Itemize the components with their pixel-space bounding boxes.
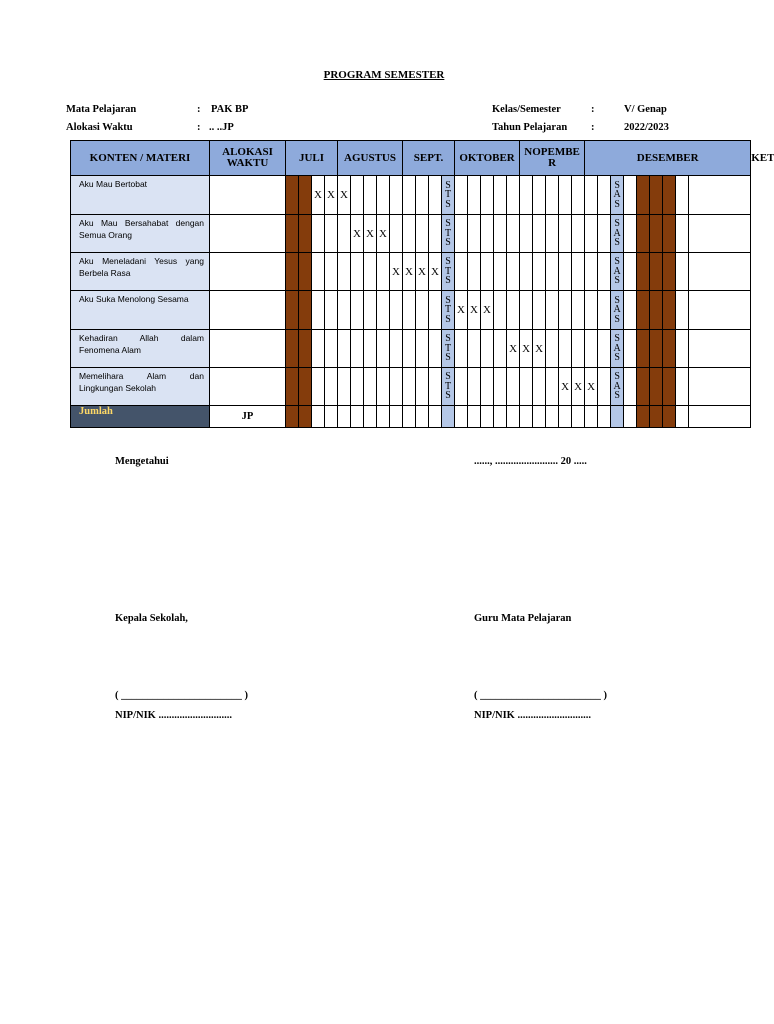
week-cell bbox=[689, 406, 751, 428]
week-cell bbox=[585, 176, 598, 215]
holiday-week-cell bbox=[286, 406, 299, 428]
sas-week-cell bbox=[611, 291, 624, 330]
schedule-mark: X bbox=[585, 368, 598, 406]
week-cell bbox=[676, 253, 689, 291]
holiday-week-cell bbox=[637, 291, 650, 330]
week-cell bbox=[468, 215, 481, 253]
week-cell bbox=[429, 368, 442, 406]
tahun-pelajaran-value: 2022/2023 bbox=[624, 122, 669, 133]
sts-label: S T S bbox=[444, 179, 452, 210]
week-cell bbox=[429, 176, 442, 215]
week-cell bbox=[546, 253, 559, 291]
schedule-mark: X bbox=[455, 291, 468, 330]
holiday-week-cell bbox=[650, 368, 663, 406]
sas-label: S A S bbox=[613, 218, 621, 249]
week-cell bbox=[338, 215, 351, 253]
schedule-mark: X bbox=[468, 291, 481, 330]
week-cell bbox=[507, 368, 520, 406]
week-cell bbox=[351, 291, 364, 330]
week-cell bbox=[338, 330, 351, 368]
week-cell bbox=[390, 368, 403, 406]
week-cell bbox=[416, 368, 429, 406]
week-cell bbox=[416, 291, 429, 330]
alokasi-cell bbox=[210, 176, 286, 215]
week-cell bbox=[364, 253, 377, 291]
kelas-semester-value: V/ Genap bbox=[624, 104, 667, 115]
week-cell bbox=[598, 330, 611, 368]
header-oktober: OKTOBER bbox=[455, 141, 520, 176]
signature-line-guru: ( _______________________ ) bbox=[474, 690, 607, 701]
jumlah-row bbox=[71, 406, 751, 428]
week-cell bbox=[312, 215, 325, 253]
header-sept: SEPT. bbox=[403, 141, 455, 176]
exam-week-cell bbox=[611, 406, 624, 428]
week-cell bbox=[689, 176, 751, 215]
schedule-mark: X bbox=[507, 330, 520, 368]
week-cell bbox=[403, 368, 416, 406]
week-cell bbox=[364, 406, 377, 428]
schedule-mark: X bbox=[572, 368, 585, 406]
jumlah-label: Jumlah bbox=[71, 406, 210, 428]
week-cell bbox=[546, 406, 559, 428]
holiday-week-cell bbox=[663, 368, 676, 406]
schedule-mark: X bbox=[559, 368, 572, 406]
week-cell bbox=[598, 406, 611, 428]
holiday-week-cell bbox=[299, 406, 312, 428]
holiday-week-cell bbox=[663, 330, 676, 368]
alokasi-waktu-colon: : bbox=[197, 122, 201, 133]
week-cell bbox=[429, 291, 442, 330]
week-cell bbox=[351, 176, 364, 215]
week-cell bbox=[572, 253, 585, 291]
holiday-week-cell bbox=[286, 330, 299, 368]
week-cell bbox=[403, 406, 416, 428]
materi-cell: Aku Mau Bersahabat dengan Semua Orang bbox=[71, 215, 210, 253]
week-cell bbox=[676, 215, 689, 253]
sts-label: S T S bbox=[444, 333, 452, 364]
schedule-mark: X bbox=[325, 176, 338, 215]
page-title: PROGRAM SEMESTER bbox=[323, 69, 445, 81]
week-cell bbox=[494, 176, 507, 215]
week-cell bbox=[429, 406, 442, 428]
schedule-mark: X bbox=[312, 176, 325, 215]
signature-line-kepala: ( _______________________ ) bbox=[115, 690, 248, 701]
materi-cell: Memelihara Alam dan Lingkungan Sekolah bbox=[71, 368, 210, 406]
week-cell bbox=[468, 176, 481, 215]
table-row bbox=[71, 291, 751, 330]
week-cell bbox=[546, 291, 559, 330]
week-cell bbox=[416, 330, 429, 368]
week-cell bbox=[481, 215, 494, 253]
jumlah-value: JP bbox=[210, 406, 286, 428]
schedule-mark: X bbox=[481, 291, 494, 330]
sts-label: S T S bbox=[444, 256, 452, 287]
sas-label: S A S bbox=[613, 179, 621, 210]
week-cell bbox=[624, 215, 637, 253]
alokasi-waktu-label: Alokasi Waktu bbox=[66, 122, 133, 133]
week-cell bbox=[325, 406, 338, 428]
week-cell bbox=[546, 368, 559, 406]
week-cell bbox=[689, 291, 751, 330]
header-desember: DESEMBER bbox=[585, 141, 751, 176]
week-cell bbox=[416, 176, 429, 215]
week-cell bbox=[455, 368, 468, 406]
week-cell bbox=[559, 176, 572, 215]
header-juli: JULI bbox=[286, 141, 338, 176]
tahun-pelajaran-colon: : bbox=[591, 122, 595, 133]
sas-label: S A S bbox=[613, 371, 621, 402]
week-cell bbox=[689, 330, 751, 368]
week-cell bbox=[403, 176, 416, 215]
week-cell bbox=[312, 253, 325, 291]
week-cell bbox=[559, 215, 572, 253]
week-cell bbox=[572, 291, 585, 330]
holiday-week-cell bbox=[299, 330, 312, 368]
sas-label: S A S bbox=[613, 256, 621, 287]
week-cell bbox=[416, 215, 429, 253]
week-cell bbox=[676, 406, 689, 428]
week-cell bbox=[624, 330, 637, 368]
week-cell bbox=[455, 253, 468, 291]
mata-pelajaran-value: PAK BP bbox=[211, 104, 249, 115]
schedule-mark: X bbox=[533, 330, 546, 368]
alokasi-cell bbox=[210, 291, 286, 330]
week-cell bbox=[468, 253, 481, 291]
week-cell bbox=[429, 215, 442, 253]
week-cell bbox=[403, 330, 416, 368]
week-cell bbox=[520, 176, 533, 215]
week-cell bbox=[689, 253, 751, 291]
holiday-week-cell bbox=[637, 330, 650, 368]
holiday-week-cell bbox=[663, 291, 676, 330]
week-cell bbox=[546, 215, 559, 253]
table-row bbox=[71, 176, 751, 215]
holiday-week-cell bbox=[286, 291, 299, 330]
week-cell bbox=[689, 215, 751, 253]
alokasi-waktu-value: .. ..JP bbox=[209, 122, 234, 133]
week-cell bbox=[507, 253, 520, 291]
week-cell bbox=[481, 176, 494, 215]
week-cell bbox=[559, 291, 572, 330]
week-cell bbox=[351, 330, 364, 368]
week-cell bbox=[455, 215, 468, 253]
week-cell bbox=[481, 406, 494, 428]
week-cell bbox=[572, 176, 585, 215]
week-cell bbox=[377, 291, 390, 330]
week-cell bbox=[494, 368, 507, 406]
week-cell bbox=[676, 368, 689, 406]
week-cell bbox=[507, 406, 520, 428]
holiday-week-cell bbox=[637, 406, 650, 428]
week-cell bbox=[533, 176, 546, 215]
week-cell bbox=[585, 406, 598, 428]
week-cell bbox=[494, 330, 507, 368]
nip-kepala: NIP/NIK ............................ bbox=[115, 710, 232, 721]
week-cell bbox=[403, 215, 416, 253]
header-agustus: AGUSTUS bbox=[338, 141, 403, 176]
alokasi-cell bbox=[210, 368, 286, 406]
week-cell bbox=[338, 406, 351, 428]
sts-label: S T S bbox=[444, 294, 452, 325]
week-cell bbox=[468, 406, 481, 428]
sts-label: S T S bbox=[444, 218, 452, 249]
holiday-week-cell bbox=[663, 253, 676, 291]
week-cell bbox=[468, 330, 481, 368]
week-cell bbox=[325, 368, 338, 406]
week-cell bbox=[533, 253, 546, 291]
holiday-week-cell bbox=[637, 253, 650, 291]
week-cell bbox=[624, 176, 637, 215]
materi-cell: Kehadiran Allah dalam Fenomena Alam bbox=[71, 330, 210, 368]
week-cell bbox=[377, 368, 390, 406]
holiday-week-cell bbox=[286, 253, 299, 291]
mata-pelajaran-colon: : bbox=[197, 104, 201, 115]
holiday-week-cell bbox=[637, 215, 650, 253]
week-cell bbox=[325, 330, 338, 368]
schedule-mark: X bbox=[338, 176, 351, 215]
week-cell bbox=[325, 215, 338, 253]
week-cell bbox=[468, 368, 481, 406]
week-cell bbox=[676, 176, 689, 215]
materi-cell: Aku Meneladani Yesus yang Berbela Rasa bbox=[71, 253, 210, 291]
schedule-mark: X bbox=[377, 215, 390, 253]
week-cell bbox=[520, 406, 533, 428]
week-cell bbox=[559, 253, 572, 291]
holiday-week-cell bbox=[637, 176, 650, 215]
week-cell bbox=[494, 253, 507, 291]
week-cell bbox=[351, 368, 364, 406]
week-cell bbox=[533, 215, 546, 253]
program-semester-table bbox=[70, 140, 774, 428]
week-cell bbox=[351, 253, 364, 291]
week-cell bbox=[598, 368, 611, 406]
week-cell bbox=[676, 291, 689, 330]
week-cell bbox=[377, 253, 390, 291]
sas-label: S A S bbox=[613, 333, 621, 364]
alokasi-cell bbox=[210, 215, 286, 253]
week-cell bbox=[533, 291, 546, 330]
week-cell bbox=[533, 368, 546, 406]
sas-label: S A S bbox=[613, 294, 621, 325]
holiday-week-cell bbox=[650, 291, 663, 330]
holiday-week-cell bbox=[650, 330, 663, 368]
sts-label: S T S bbox=[444, 371, 452, 402]
schedule-mark: X bbox=[390, 253, 403, 291]
mata-pelajaran-label: Mata Pelajaran bbox=[66, 104, 137, 115]
holiday-week-cell bbox=[663, 215, 676, 253]
table-row bbox=[71, 253, 751, 291]
week-cell bbox=[338, 291, 351, 330]
week-cell bbox=[546, 330, 559, 368]
place-date-line: ......, ........................ 20 ..... bbox=[474, 456, 587, 467]
kelas-semester-label: Kelas/Semester bbox=[492, 104, 561, 115]
sts-week-cell bbox=[442, 291, 455, 330]
sts-week-cell bbox=[442, 176, 455, 215]
week-cell bbox=[598, 215, 611, 253]
holiday-week-cell bbox=[650, 176, 663, 215]
header-alokasi-waktu: ALOKASI WAKTU bbox=[210, 141, 286, 176]
holiday-week-cell bbox=[650, 253, 663, 291]
week-cell bbox=[585, 330, 598, 368]
week-cell bbox=[598, 176, 611, 215]
week-cell bbox=[585, 253, 598, 291]
week-cell bbox=[390, 176, 403, 215]
week-cell bbox=[429, 330, 442, 368]
schedule-mark: X bbox=[429, 253, 442, 291]
table-row bbox=[71, 330, 751, 368]
week-cell bbox=[559, 406, 572, 428]
week-cell bbox=[338, 253, 351, 291]
materi-cell: Aku Suka Menolong Sesama bbox=[71, 291, 210, 330]
week-cell bbox=[312, 368, 325, 406]
schedule-mark: X bbox=[520, 330, 533, 368]
sas-week-cell bbox=[611, 330, 624, 368]
week-cell bbox=[455, 406, 468, 428]
holiday-week-cell bbox=[286, 176, 299, 215]
week-cell bbox=[364, 176, 377, 215]
sts-week-cell bbox=[442, 330, 455, 368]
week-cell bbox=[312, 406, 325, 428]
sas-week-cell bbox=[611, 368, 624, 406]
week-cell bbox=[598, 291, 611, 330]
holiday-week-cell bbox=[299, 253, 312, 291]
mengetahui-label: Mengetahui bbox=[115, 456, 169, 467]
holiday-week-cell bbox=[299, 368, 312, 406]
nip-guru: NIP/NIK ............................ bbox=[474, 710, 591, 721]
week-cell bbox=[494, 406, 507, 428]
week-cell bbox=[403, 291, 416, 330]
guru-mata-pelajaran-label: Guru Mata Pelajaran bbox=[474, 613, 572, 624]
header-nopember: NOPEMBER bbox=[520, 141, 585, 176]
week-cell bbox=[572, 406, 585, 428]
week-cell bbox=[416, 406, 429, 428]
holiday-week-cell bbox=[286, 215, 299, 253]
holiday-week-cell bbox=[299, 291, 312, 330]
week-cell bbox=[351, 406, 364, 428]
tahun-pelajaran-label: Tahun Pelajaran bbox=[492, 122, 568, 133]
week-cell bbox=[325, 253, 338, 291]
week-cell bbox=[455, 330, 468, 368]
schedule-mark: X bbox=[416, 253, 429, 291]
table-row bbox=[71, 215, 751, 253]
week-cell bbox=[455, 176, 468, 215]
sts-week-cell bbox=[442, 253, 455, 291]
holiday-week-cell bbox=[663, 176, 676, 215]
week-cell bbox=[624, 253, 637, 291]
week-cell bbox=[520, 368, 533, 406]
week-cell bbox=[494, 291, 507, 330]
week-cell bbox=[520, 215, 533, 253]
holiday-week-cell bbox=[663, 406, 676, 428]
week-cell bbox=[507, 291, 520, 330]
week-cell bbox=[546, 176, 559, 215]
week-cell bbox=[624, 368, 637, 406]
schedule-mark: X bbox=[364, 215, 377, 253]
week-cell bbox=[377, 176, 390, 215]
week-cell bbox=[481, 368, 494, 406]
holiday-week-cell bbox=[650, 215, 663, 253]
holiday-week-cell bbox=[637, 368, 650, 406]
week-cell bbox=[507, 215, 520, 253]
week-cell bbox=[377, 330, 390, 368]
week-cell bbox=[507, 176, 520, 215]
week-cell bbox=[390, 291, 403, 330]
kelas-semester-colon: : bbox=[591, 104, 595, 115]
week-cell bbox=[624, 406, 637, 428]
week-cell bbox=[520, 291, 533, 330]
sas-week-cell bbox=[611, 176, 624, 215]
week-cell bbox=[364, 330, 377, 368]
week-cell bbox=[559, 330, 572, 368]
week-cell bbox=[390, 330, 403, 368]
schedule-mark: X bbox=[351, 215, 364, 253]
week-cell bbox=[689, 368, 751, 406]
sas-week-cell bbox=[611, 253, 624, 291]
holiday-week-cell bbox=[650, 406, 663, 428]
week-cell bbox=[338, 368, 351, 406]
table-header-row: KONTEN / MATERI ALOKASI WAKTU JULI AGUSTUS SEPT. OKTOBER NOPEMBER DESEMBER KET bbox=[71, 141, 751, 176]
week-cell bbox=[585, 215, 598, 253]
week-cell bbox=[520, 253, 533, 291]
week-cell bbox=[390, 215, 403, 253]
week-cell bbox=[481, 330, 494, 368]
week-cell bbox=[533, 406, 546, 428]
week-cell bbox=[312, 291, 325, 330]
sas-week-cell bbox=[611, 215, 624, 253]
header-konten-materi: KONTEN / MATERI bbox=[71, 141, 210, 176]
week-cell bbox=[624, 291, 637, 330]
kepala-sekolah-label: Kepala Sekolah, bbox=[115, 613, 188, 624]
week-cell bbox=[325, 291, 338, 330]
holiday-week-cell bbox=[286, 368, 299, 406]
materi-cell: Aku Mau Bertobat bbox=[71, 176, 210, 215]
schedule-mark: X bbox=[403, 253, 416, 291]
week-cell bbox=[364, 368, 377, 406]
week-cell bbox=[377, 406, 390, 428]
sts-week-cell bbox=[442, 215, 455, 253]
table-row bbox=[71, 368, 751, 406]
exam-week-cell bbox=[442, 406, 455, 428]
week-cell bbox=[585, 291, 598, 330]
week-cell bbox=[598, 253, 611, 291]
week-cell bbox=[481, 253, 494, 291]
week-cell bbox=[572, 330, 585, 368]
week-cell bbox=[494, 215, 507, 253]
week-cell bbox=[364, 291, 377, 330]
holiday-week-cell bbox=[299, 176, 312, 215]
week-cell bbox=[676, 330, 689, 368]
week-cell bbox=[312, 330, 325, 368]
holiday-week-cell bbox=[299, 215, 312, 253]
week-cell bbox=[572, 215, 585, 253]
week-cell bbox=[390, 406, 403, 428]
alokasi-cell bbox=[210, 253, 286, 291]
sts-week-cell bbox=[442, 368, 455, 406]
alokasi-cell bbox=[210, 330, 286, 368]
